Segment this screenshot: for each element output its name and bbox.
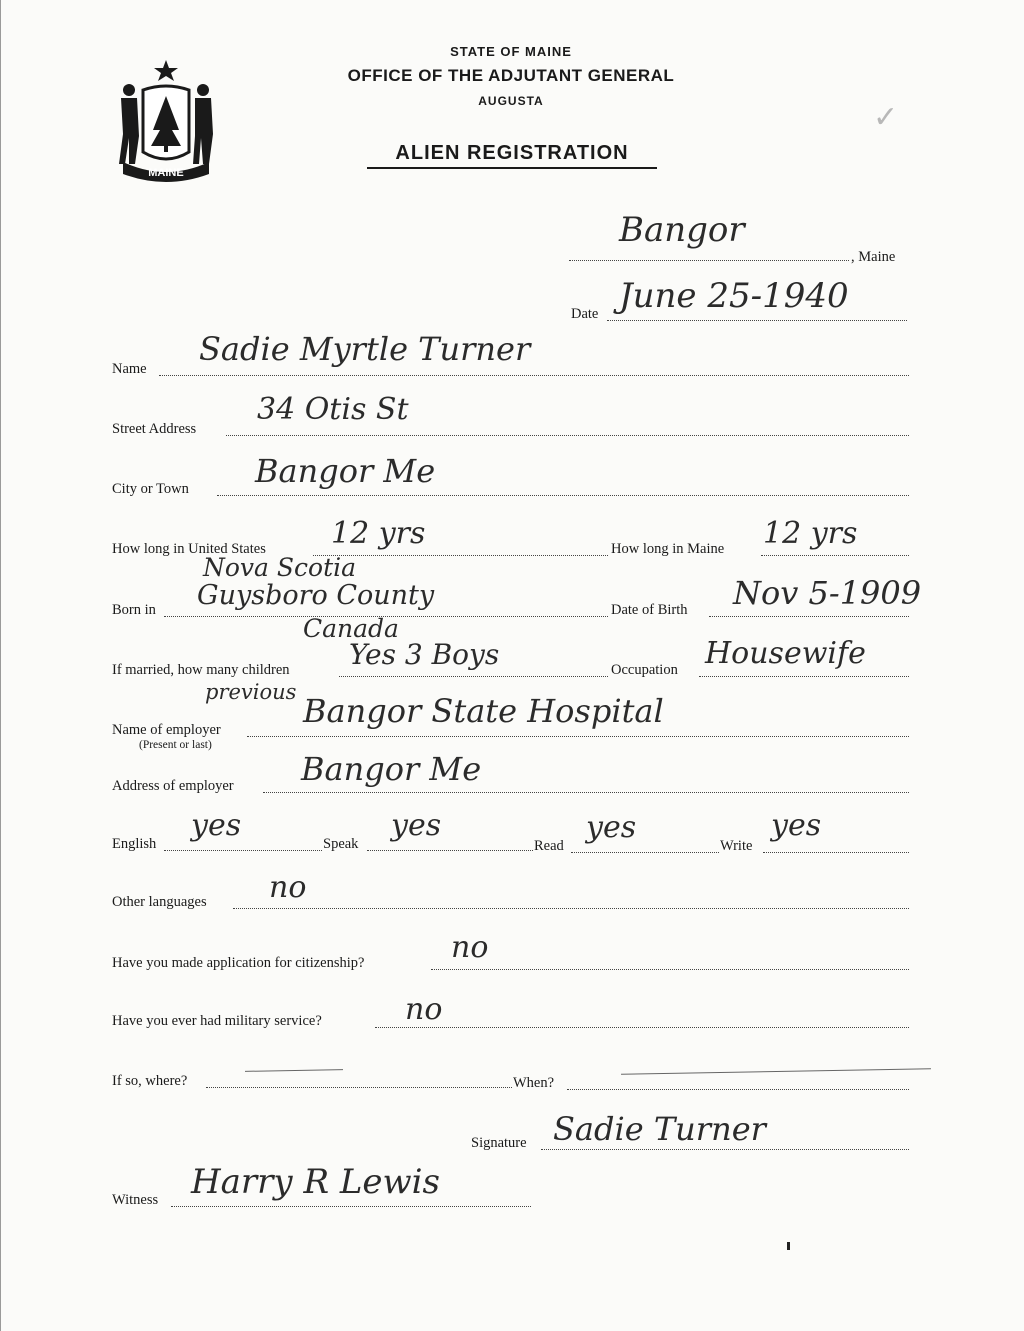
employer-line bbox=[247, 736, 909, 737]
check-mark-icon: ✓ bbox=[873, 100, 899, 135]
city-town-value: Bangor Me bbox=[255, 452, 436, 490]
street-address-label: Street Address bbox=[112, 421, 197, 437]
stray-mark bbox=[787, 1242, 790, 1250]
write-label: Write bbox=[720, 838, 753, 854]
date-line bbox=[607, 320, 907, 321]
office-heading: OFFICE OF THE ADJUTANT GENERAL bbox=[347, 66, 675, 85]
speak-label: Speak bbox=[323, 836, 359, 852]
witness-label: Witness bbox=[112, 1192, 159, 1208]
how-long-us-value: 12 yrs bbox=[331, 516, 426, 551]
when-blank-dash bbox=[621, 1068, 931, 1074]
other-languages-value: no bbox=[269, 870, 307, 905]
name-label: Name bbox=[112, 361, 147, 377]
state-seal-emblem bbox=[113, 56, 219, 184]
street-address-line bbox=[226, 435, 909, 436]
how-long-us-line bbox=[313, 555, 608, 556]
speak-value: yes bbox=[391, 808, 442, 843]
children-line bbox=[339, 676, 608, 677]
state-heading: STATE OF MAINE bbox=[450, 44, 572, 59]
signature-line bbox=[541, 1149, 909, 1150]
employer-address-label: Address of employer bbox=[112, 778, 234, 794]
place-value: Bangor bbox=[619, 210, 745, 250]
employer-label: Name of employer bbox=[112, 722, 221, 738]
how-long-maine-value: 12 yrs bbox=[763, 516, 858, 551]
name-line bbox=[159, 375, 909, 376]
when-label: When? bbox=[513, 1075, 555, 1091]
form-title: ALIEN REGISTRATION bbox=[367, 142, 657, 169]
employer-address-value: Bangor Me bbox=[301, 750, 482, 788]
occupation-label: Occupation bbox=[611, 662, 678, 678]
when-line bbox=[567, 1089, 909, 1090]
children-label: If married, how many children bbox=[112, 662, 290, 678]
write-line bbox=[763, 852, 909, 853]
other-languages-label: Other languages bbox=[112, 894, 207, 910]
city-town-line bbox=[217, 495, 909, 496]
witness-line bbox=[171, 1206, 531, 1207]
military-value: no bbox=[405, 992, 443, 1027]
born-in-label: Born in bbox=[112, 602, 156, 618]
military-line bbox=[375, 1027, 909, 1028]
speak-line bbox=[367, 850, 533, 851]
svg-text:MAINE: MAINE bbox=[148, 167, 184, 179]
how-long-maine-line bbox=[761, 555, 909, 556]
place-suffix: , Maine bbox=[851, 249, 896, 265]
employer-sublabel: (Present or last) bbox=[139, 739, 212, 751]
english-line bbox=[164, 850, 322, 851]
city-heading: AUGUSTA bbox=[478, 94, 544, 108]
read-label: Read bbox=[534, 838, 564, 854]
military-label: Have you ever had military service? bbox=[112, 1013, 322, 1029]
occupation-line bbox=[699, 676, 909, 677]
how-long-us-label: How long in United States bbox=[112, 541, 266, 557]
employer-note: previous bbox=[205, 680, 297, 704]
citizenship-value: no bbox=[451, 930, 489, 965]
date-of-birth-label: Date of Birth bbox=[611, 602, 688, 618]
write-value: yes bbox=[771, 808, 822, 843]
city-town-label: City or Town bbox=[112, 481, 189, 497]
employer-address-line bbox=[263, 792, 909, 793]
place-line bbox=[569, 260, 849, 261]
english-value: yes bbox=[191, 808, 242, 843]
where-blank-dash bbox=[245, 1069, 343, 1072]
born-in-region: Nova Scotia bbox=[203, 553, 357, 582]
born-in-country: Canada bbox=[303, 614, 399, 643]
children-value: Yes 3 Boys bbox=[349, 638, 500, 671]
english-label: English bbox=[112, 836, 157, 852]
employer-value: Bangor State Hospital bbox=[303, 692, 664, 730]
born-in-county: Guysboro County bbox=[197, 580, 435, 611]
where-label: If so, where? bbox=[112, 1073, 188, 1089]
other-languages-line bbox=[233, 908, 909, 909]
occupation-value: Housewife bbox=[705, 636, 866, 671]
street-address-value: 34 Otis St bbox=[257, 392, 409, 427]
read-value: yes bbox=[586, 810, 637, 845]
signature-label: Signature bbox=[471, 1135, 527, 1151]
where-line bbox=[206, 1087, 512, 1088]
witness-value: Harry R Lewis bbox=[191, 1162, 440, 1202]
date-label: Date bbox=[571, 306, 599, 322]
date-value: June 25-1940 bbox=[619, 276, 849, 316]
signature-value: Sadie Turner bbox=[553, 1110, 766, 1148]
read-line bbox=[571, 852, 719, 853]
citizenship-label: Have you made application for citizenship? bbox=[112, 955, 365, 971]
date-of-birth-line bbox=[709, 616, 909, 617]
date-of-birth-value: Nov 5-1909 bbox=[733, 574, 922, 612]
name-value: Sadie Myrtle Turner bbox=[199, 330, 531, 368]
how-long-maine-label: How long in Maine bbox=[611, 541, 725, 557]
citizenship-line bbox=[431, 969, 909, 970]
